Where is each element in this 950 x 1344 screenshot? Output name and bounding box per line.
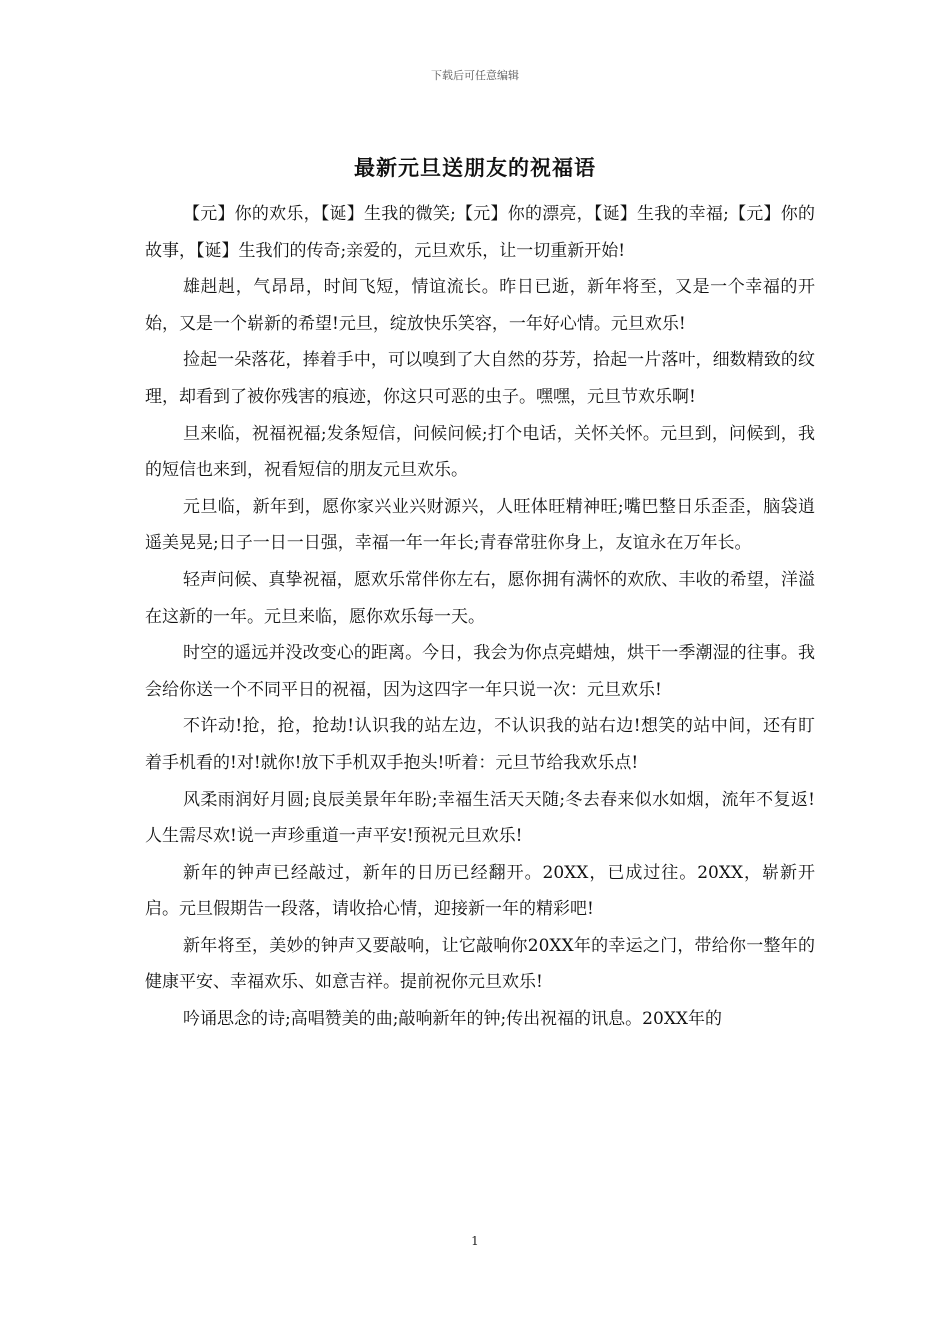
paragraph-11: 新年将至，美妙的钟声又要敲响，让它敲响你20XX年的幸运之门，带给你一整年的健康平安、幸福欢乐、如意吉祥。提前祝你元旦欢乐! [145, 935, 815, 993]
page-header-note: 下载后可任意编辑 [431, 69, 519, 82]
paragraph-1: 【元】你的欢乐，【诞】生我的微笑;【元】你的漂亮，【诞】生我的幸福;【元】你的故事，【诞】生我们的传奇;亲爱的，元旦欢乐，让一切重新开始! [145, 204, 815, 261]
paragraph-9: 风柔雨润好月圆;良辰美景年年盼;幸福生活天天随;冬去春来似水如烟，流年不复返!人生需尽欢!说一声珍重道一声平安!预祝元旦欢乐! [145, 789, 815, 847]
paragraph-3: 捡起一朵落花，捧着手中，可以嗅到了大自然的芬芳，拾起一片落叶，细数精致的纹理，却看到了被你残害的痕迹，你这只可恶的虫子。嘿嘿，元旦节欢乐啊! [145, 350, 815, 407]
paragraph-7: 时空的遥远并没改变心的距离。今日，我会为你点亮蜡烛，烘干一季潮湿的往事。我会给你送一个不同平日的祝福，因为这四字一年只说一次：元旦欢乐! [145, 643, 815, 700]
paragraph-6: 轻声问候、真挚祝福，愿欢乐常伴你左右，愿你拥有满怀的欢欣、丰收的希望，洋溢在这新的一年。元旦来临，愿你欢乐每一天。 [145, 569, 815, 627]
page-number: 1 [471, 1234, 479, 1248]
paragraph-10: 新年的钟声已经敲过，新年的日历已经翻开。20XX，已成过往。20XX，崭新开启。元旦假期告一段落，请收拾心情，迎接新一年的精彩吧! [145, 862, 815, 920]
paragraph-5: 元旦临，新年到，愿你家兴业兴财源兴，人旺体旺精神旺;嘴巴整日乐歪歪，脑袋逍遥美晃晃;日子一日一日强，幸福一年一年长;青春常驻你身上，友谊永在万年长。 [145, 496, 815, 554]
paragraph-12: 吟诵思念的诗;高唱赞美的曲;敲响新年的钟;传出祝福的讯息。20XX年的 [183, 1009, 723, 1030]
paragraph-4: 旦来临，祝福祝福;发条短信，问候问候;打个电话，关怀关怀。元旦到，问候到，我的短信也来到，祝看短信的朋友元旦欢乐。 [145, 423, 815, 481]
document-title: 最新元旦送朋友的祝福语 [354, 156, 596, 180]
document-body [145, 196, 815, 1038]
paragraph-2: 雄赳赳，气昂昂，时间飞短，情谊流长。昨日已逝，新年将至，又是一个幸福的开始，又是一个崭新的希望!元旦，绽放快乐笑容，一年好心情。元旦欢乐! [145, 277, 815, 334]
paragraph-8: 不许动!抢，抢，抢劫!认识我的站左边，不认识我的站右边!想笑的站中间，还有盯着手机看的!对!就你!放下手机双手抱头!听着：元旦节给我欢乐点! [145, 716, 815, 773]
